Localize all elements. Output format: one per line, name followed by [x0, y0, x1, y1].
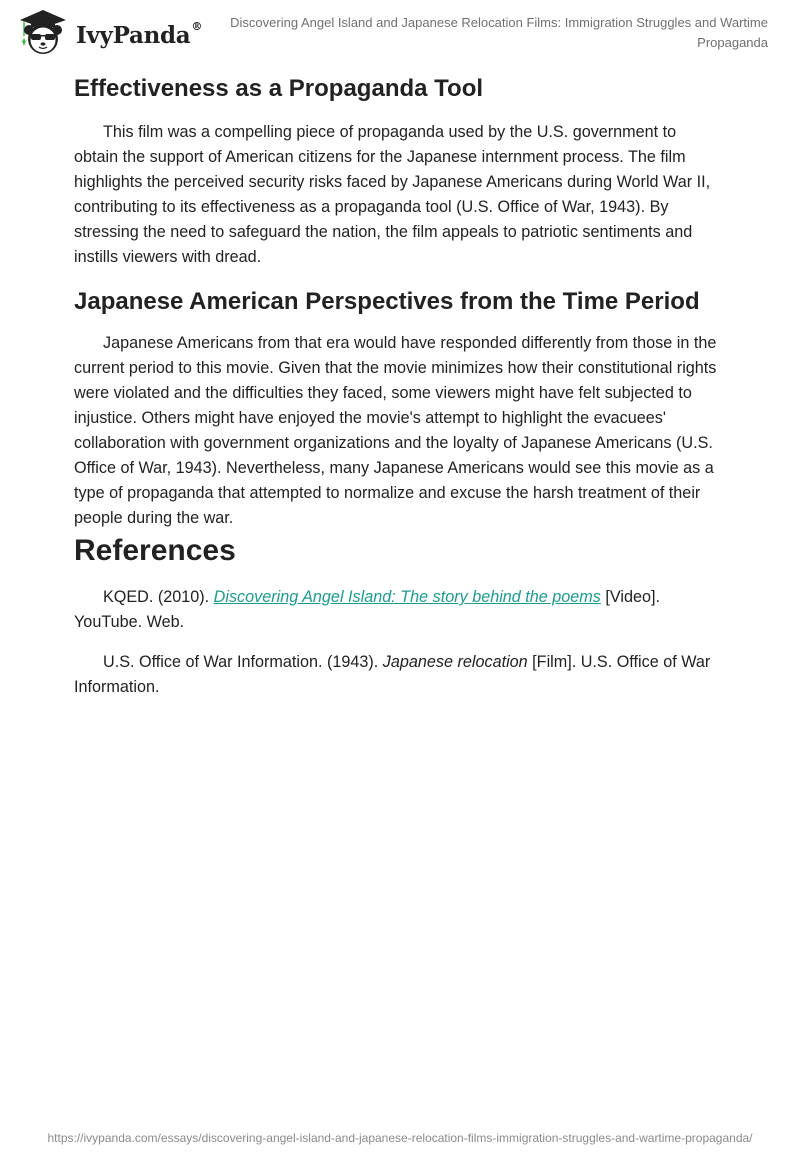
ivypanda-logo[interactable] [16, 8, 202, 56]
reference-suffix: [Film]. U.S. Office of War Information. [74, 653, 711, 696]
footer-url[interactable]: https://ivypanda.com/essays/discovering-angel-island-and-japanese-relocation-films-immigration-struggles-and-wartime-propaganda/ [47, 1131, 753, 1145]
section-heading-perspectives: Japanese American Perspectives from the Time Period [74, 288, 700, 315]
reference-title: Japanese relocation [382, 653, 528, 671]
reference-item [74, 585, 724, 635]
reference-link-angel-island[interactable]: Discovering Angel Island: The story behind the poems [213, 588, 601, 606]
references-heading: References [74, 534, 236, 567]
section-heading-propaganda-tool: Effectiveness as a Propaganda Tool [74, 75, 484, 102]
page-header [0, 0, 800, 70]
reference-item [74, 650, 724, 700]
section-paragraph-propaganda-tool: This film was a compelling piece of propaganda used by the U.S. government to obtain the support of American citizens for the Japanese internment process. The film highlights the perceived security risks faced by Japanese Americans during World War II, contributing to its effectiveness as a propaganda tool (U.S. Office of War, 1943). By stressing the need to safeguard the nation, the film appeals to patriotic sentiments and instills viewers with dread. [74, 123, 711, 266]
reference-suffix: [Video]. YouTube. Web. [74, 588, 660, 631]
reference-prefix: U.S. Office of War Information. (1943). [103, 653, 383, 671]
section-paragraph-perspectives: Japanese Americans from that era would have responded differently from those in the current period to this movie. Given that the movie minimizes how their constitutional rights were violated and the difficulties they faced, some viewers might have felt subjected to injustice. Others might have enjoyed the movie's attempt to highlight the evacuees' collaboration with government organizations and the loyalty of Japanese Americans (U.S. Office of War, 1943). Nevertheless, many Japanese Americans would see this movie as a type of propaganda that attempted to normalize and excuse the harsh treatment of their people during the war. [74, 334, 717, 527]
document-title: Discovering Angel Island and Japanese Relocation Films: Immigration Struggles and Wartime Propaganda [230, 15, 768, 50]
logo-wordmark: IvyPanda® [76, 19, 203, 49]
reference-prefix: KQED. (2010). [103, 588, 214, 606]
essay-content [74, 70, 724, 700]
panda-graduate-icon [16, 8, 68, 56]
